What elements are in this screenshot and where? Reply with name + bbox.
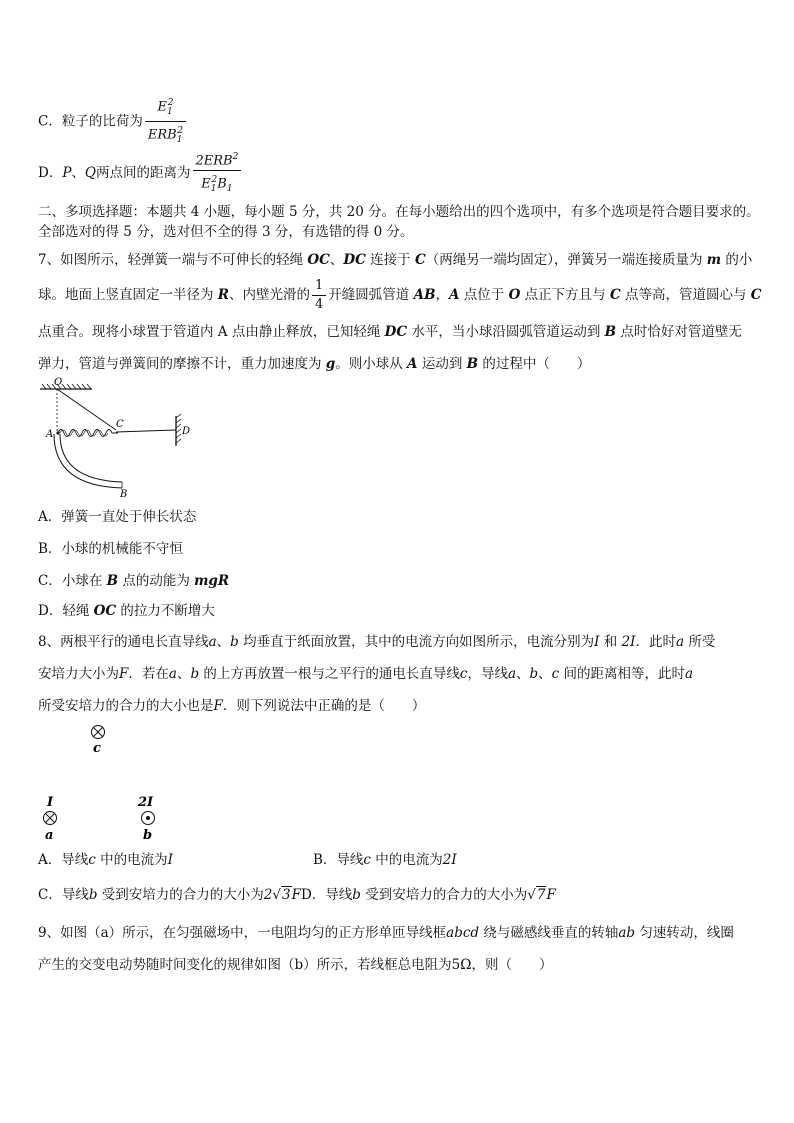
- label-c: c: [93, 741, 101, 756]
- q8-option-a: A．导线c 中的电流为I: [38, 852, 173, 868]
- question-7: [38, 250, 760, 374]
- wire-b-out-of-page-icon: [142, 812, 155, 825]
- q6-option-c: C．粒子的比荷为 $\frac{E_1^2}{ERB_1^2}$: [38, 94, 760, 134]
- q7-line-1: 7、如图所示，轻弹簧一端与不可伸长的轻绳 OC、DC 连接于 C（两绳另一端均固定），弹簧另一端连接质量为 m 的小: [38, 252, 753, 268]
- label-D: D: [182, 426, 191, 437]
- label-I: I: [47, 795, 54, 810]
- q9-line-1: 9、如图（a）所示，在匀强磁场中，一电阻均匀的正方形单匝导线框abcd 绕与磁感线垂直的转轴ab 匀速转动，线圈: [38, 925, 734, 941]
- label-B: B: [120, 489, 128, 500]
- question-8: [38, 632, 760, 716]
- q7-option-a: A．弹簧一直处于伸长状态: [38, 509, 197, 525]
- q8-figure-wires: [30, 720, 190, 844]
- q8-option-b: B．导线c 中的电流为2I: [313, 852, 457, 868]
- label-A: A: [46, 429, 54, 440]
- section-header: 二、多项选择题：本题共 4 小题，每小题 5 分，共 20 分。在每小题给出的四个选项中，有多个选项是符合题目要求的。 全部选对的得 5 分，选对但不全的得 3 分，有选错的得 0 分。: [38, 204, 760, 240]
- q8-option-c-d: C．导线b 受到安培力的合力的大小为2√3FD．导线b 受到安培力的合力的大小为√7F: [38, 887, 556, 903]
- wire-a-into-page-icon: [44, 812, 57, 825]
- q8-line-3: 所受安培力的合力的大小也是F．则下列说法中正确的是（ ）: [38, 698, 426, 714]
- q7-figure-spring-pipe: [36, 376, 196, 500]
- label-a: a: [45, 828, 54, 843]
- q7-line-2: 球。地面上竖直固定一半径为 R、内壁光滑的 $\frac{1}{4}$ 开缝圆弧管道 AB，A 点位于 O 点正下方且与 C 点等高，管道圆心与 C: [38, 278, 762, 312]
- q7-line-3: 点重合。现将小球置于管道内 A 点由静止释放，已知轻绳 DC 水平，当小球沿圆弧管道运动到 B 点时恰好对管道壁无: [38, 324, 742, 340]
- q9-line-2: 产生的交变电动势随时间变化的规律如图（b）所示，若线框总电阻为5Ω，则（ ）: [38, 957, 553, 973]
- q8-line-2: 安培力大小为F．若在a、b 的上方再放置一根与之平行的通电长直导线c，导线a、b、c 间的距离相等，此时a: [38, 666, 694, 682]
- q6-option-d: D．P、Q两点间的距离为 $\frac{2ERB^2}{E_1^2B_1}$: [38, 148, 760, 190]
- charge-mass-ratio-formula: $\frac{E_1^2}{ERB_1^2}$: [145, 94, 186, 149]
- label-b: b: [143, 828, 153, 843]
- label-O: O: [54, 377, 63, 388]
- label-C: C: [116, 419, 124, 430]
- q7-option-d: D．轻绳 OC 的拉力不断增大: [38, 603, 215, 619]
- quarter-fraction: $\frac{1}{4}$: [312, 277, 326, 314]
- pq-distance-formula: $\frac{2ERB^2}{E_1^2B_1}$: [193, 148, 242, 198]
- q8-line-1: 8、两根平行的通电长直导线a、b 均垂直于纸面放置，其中的电流方向如图所示，电流分别为I 和 2I．此时a 所受: [38, 634, 716, 650]
- label-2I: 2I: [138, 795, 154, 810]
- q7-line-4: 弹力，管道与弹簧间的摩擦不计，重力加速度为 g。则小球从 A 运动到 B 的过程中（ ）: [38, 356, 591, 372]
- question-9: [38, 923, 760, 975]
- q7-option-c: C．小球在 B 点的动能为 mgR: [38, 573, 230, 589]
- q7-option-b: B．小球的机械能不守恒: [38, 541, 183, 557]
- wire-c-into-page-icon: [92, 726, 105, 739]
